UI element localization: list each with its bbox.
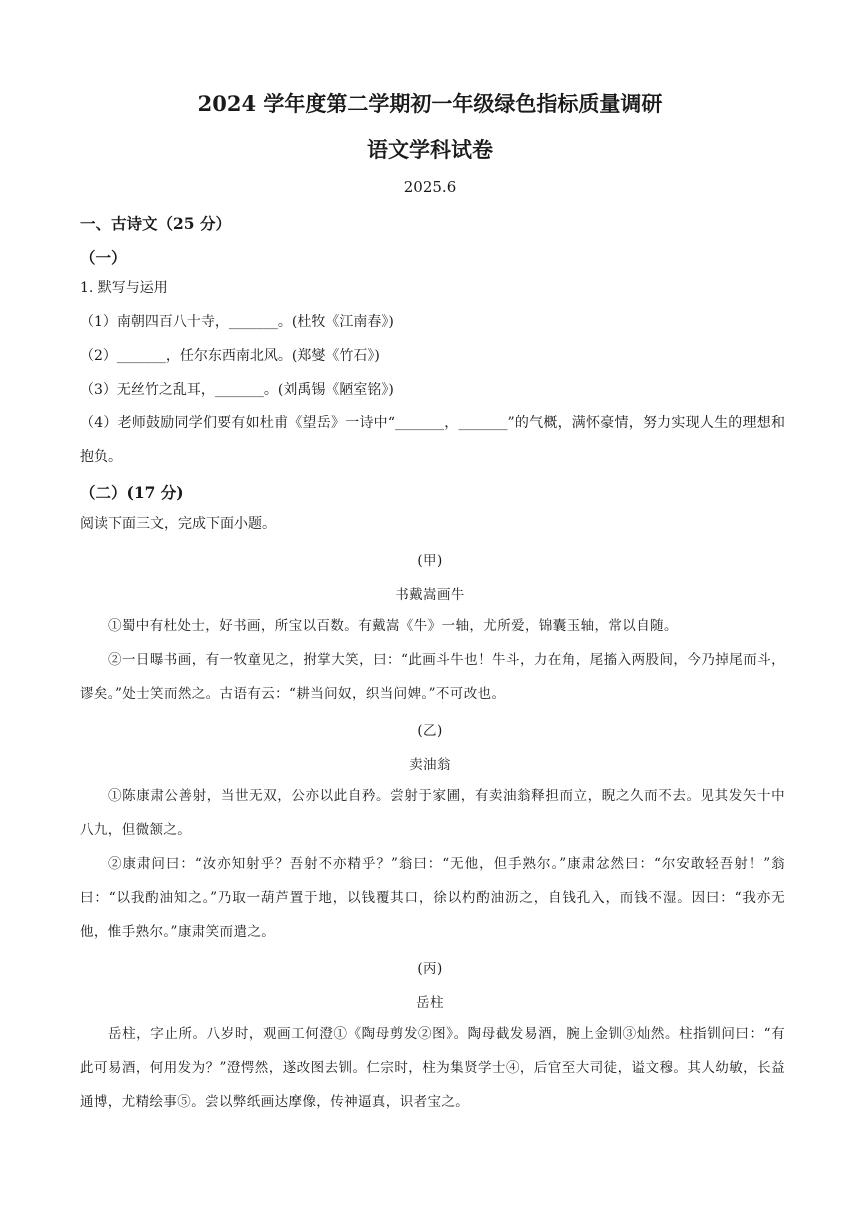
text-yi-title: 卖油翁 (409, 757, 451, 773)
text-yi-mark: (乙) (417, 723, 443, 739)
part-two-label: （二）(17 分) (80, 483, 184, 502)
text-jia-mark: (甲) (417, 553, 443, 569)
text-bing-title: 岳柱 (416, 995, 444, 1011)
text-jia-paragraph-1: ①蜀中有杜处士，好书画，所宝以百数。有戴嵩《牛》一轴，尤所爱，锦囊玉轴，常以自随。 (108, 618, 678, 634)
section-heading: 一、古诗文（25 分） (80, 214, 231, 233)
text-yi-paragraph-2: ②康肃问曰：“汝亦知射乎？吾射不亦精乎？”翁曰：“无他，但手熟尔。”康肃忿然曰：“尔安敢轻吾射！”翁曰：“以我酌油知之。”乃取一葫芦置于地，以钱覆其口，徐以杓酌油沥之，自钱孔入，而钱不湿。因曰：“我亦无他，惟手熟尔。”康肃笑而遣之。 (80, 856, 785, 940)
text-jia-paragraph-2: ②一日曝书画，有一牧童见之，拊掌大笑，曰：“此画斗牛也！牛斗，力在角，尾搐入两股间，今乃掉尾而斗，谬矣。”处士笑而然之。古语有云：“耕当问奴，织当问婢。”不可改也。 (80, 652, 785, 702)
exam-subtitle: 语文学科试卷 (367, 137, 493, 162)
question-item-2: （2）_______，任尔东西南北风。(郑燮《竹石》) (80, 348, 380, 364)
text-yi-paragraph-1: ①陈康肃公善射，当世无双，公亦以此自矜。尝射于家圃，有卖油翁释担而立，睨之久而不去。见其发矢十中八九，但微颔之。 (80, 788, 785, 838)
exam-date: 2025.6 (403, 178, 457, 196)
reading-instruction: 阅读下面三文，完成下面小题。 (80, 516, 276, 532)
question-title: 1. 默写与运用 (80, 280, 168, 296)
part-one-label: （一） (80, 248, 127, 267)
text-bing-mark: (丙) (417, 961, 443, 977)
text-bing-paragraph-1: 岳柱，字止所。八岁时，观画工何澄①《陶母剪发②图》。陶母截发易酒，腕上金钏③灿然。柱指钏问曰：“有此可易酒，何用发为？”澄愕然，遂改图去钏。仁宗时，柱为集贤学士④，后官至大司徒，谥文穆。其人幼敏，长益通博，尤精绘事⑤。尝以弊纸画达摩像，传神逼真，识者宝之。 (80, 1026, 785, 1110)
text-jia-title: 书戴嵩画牛 (395, 587, 465, 603)
exam-title: 2024 学年度第二学期初一年级绿色指标质量调研 (197, 91, 663, 116)
question-item-1: （1）南朝四百八十寺，_______。(杜牧《江南春》) (80, 314, 394, 330)
question-item-4: （4）老师鼓励同学们要有如杜甫《望岳》一诗中“_______，_______”的气概，满怀豪情，努力实现人生的理想和抱负。 (80, 415, 785, 465)
question-item-3: （3）无丝竹之乱耳，_______。(刘禹锡《陋室铭》) (80, 382, 394, 398)
